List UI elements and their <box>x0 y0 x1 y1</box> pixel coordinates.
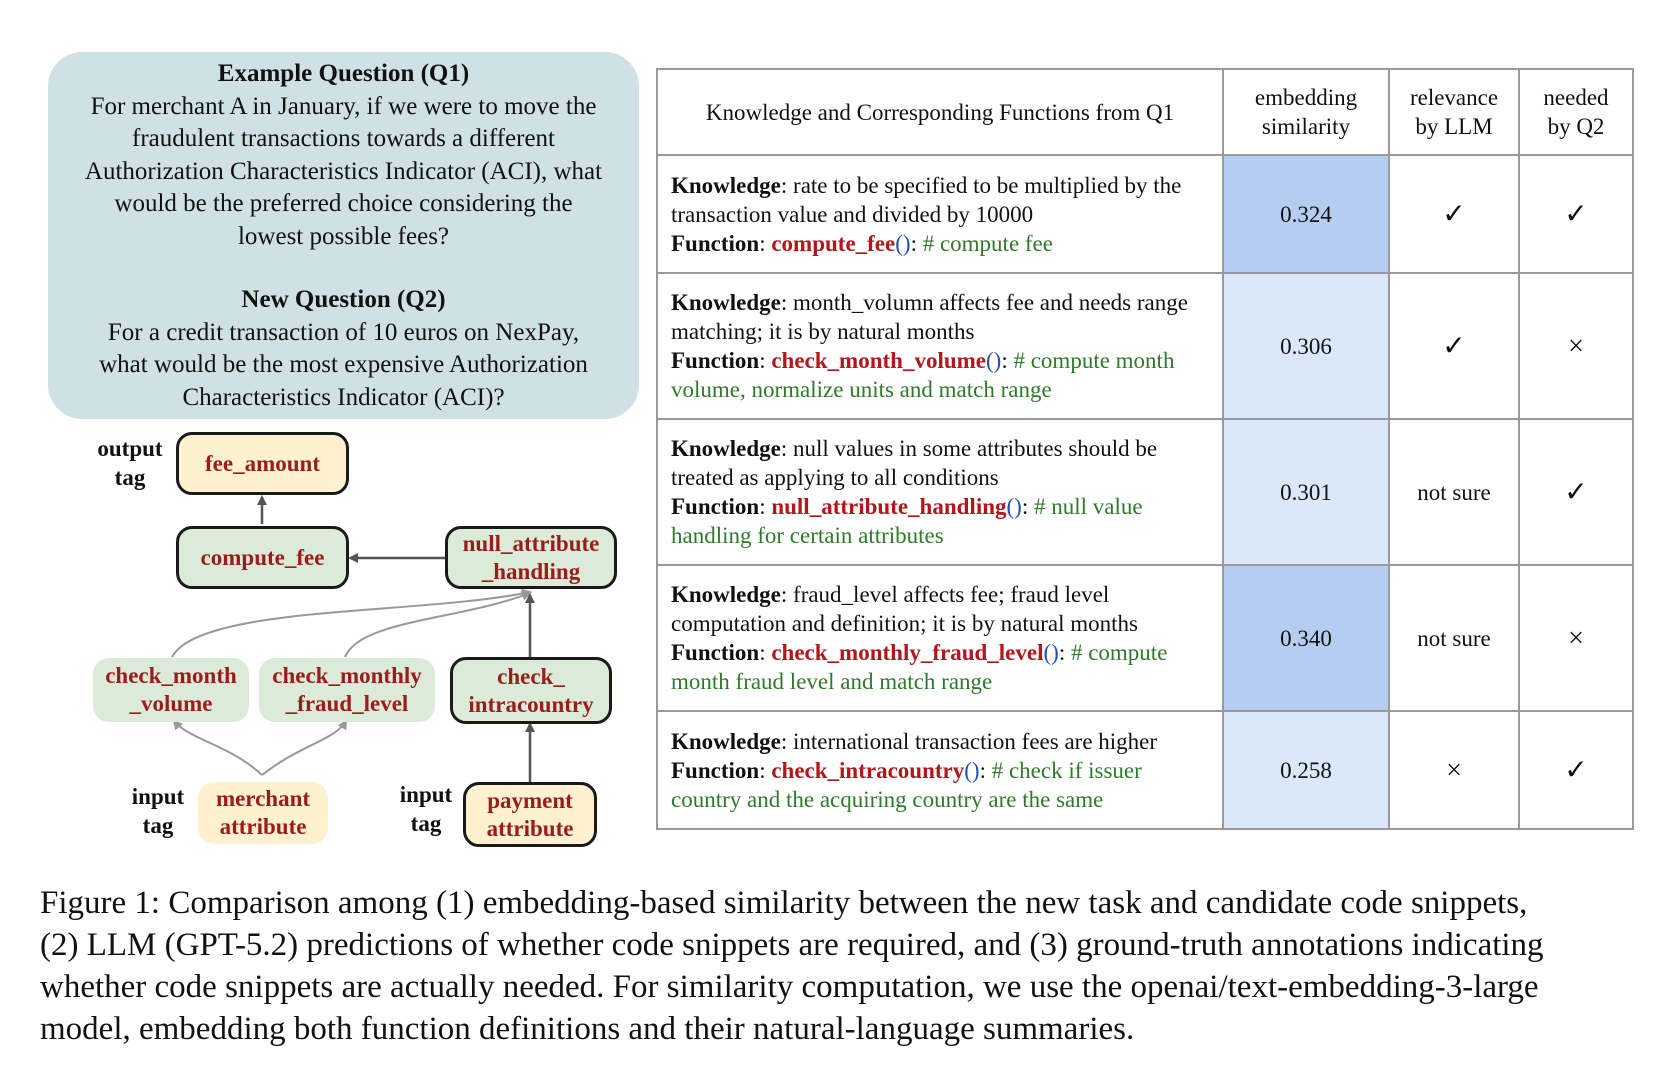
knowledge-cell <box>657 273 1223 419</box>
node-label: intracountry <box>468 691 594 717</box>
knowledge-text: fraud_level affects fee; fraud level computation and definition; it is by natural months <box>671 582 1138 636</box>
needed-cell: × <box>1519 565 1633 711</box>
node-check-monthly-fraud-level <box>259 658 435 722</box>
node-merchant-attribute <box>198 782 328 844</box>
function-comment: # compute month fraud level and match range <box>671 640 1168 694</box>
knowledge-label: Knowledge <box>671 172 781 198</box>
header-text: similarity <box>1261 114 1351 139</box>
node-check-month-volume <box>93 658 249 722</box>
question-box <box>48 52 639 419</box>
similarity-cell: 0.306 <box>1223 273 1389 419</box>
q2-line: what would be the most expensive Authorization <box>99 351 588 378</box>
q1-line: fraudulent transactions towards a different <box>132 125 555 152</box>
q1-line: would be the preferred choice considering the <box>114 190 573 217</box>
header-relevance <box>1389 69 1519 155</box>
header-knowledge: Knowledge and Corresponding Functions from Q1 <box>657 69 1223 155</box>
function-name: check_monthly_fraud_level <box>771 640 1044 665</box>
knowledge-text: international transaction fees are higher <box>793 728 1158 754</box>
knowledge-text: month_volumn affects fee and needs range matching; it is by natural months <box>671 290 1188 344</box>
node-compute-fee <box>176 526 349 589</box>
output-tag-text: output <box>97 436 163 461</box>
colon: : <box>1058 640 1071 665</box>
function-comment: # null value handling for certain attributes <box>671 494 1143 548</box>
colon: : <box>759 640 772 665</box>
header-text: relevance <box>1409 85 1499 110</box>
knowledge-label: Knowledge <box>671 728 781 754</box>
function-comment: # compute month volume, normalize units and match range <box>671 348 1175 402</box>
header-text: needed <box>1543 85 1609 110</box>
table-row <box>657 711 1633 829</box>
colon: : <box>1021 494 1034 519</box>
colon: : <box>780 728 794 754</box>
function-graph <box>0 420 650 860</box>
node-label: fee_amount <box>205 450 320 476</box>
node-label: attribute <box>486 815 574 841</box>
q1-line: Authorization Characteristics Indicator (ACI), what <box>84 157 603 185</box>
node-label: check_month <box>105 663 237 688</box>
function-comment: # compute fee <box>922 230 1053 256</box>
node-label: _volume <box>129 691 213 716</box>
function-label: Function <box>671 230 760 256</box>
colon: : <box>759 494 772 519</box>
q1-line: lowest possible fees? <box>237 222 450 250</box>
needed-cell: ✓ <box>1519 419 1633 565</box>
comparison-table <box>656 68 1634 830</box>
example-question <box>48 58 639 253</box>
table-row <box>657 273 1633 419</box>
function-name: check_intracountry <box>771 757 965 783</box>
input-tag-label <box>390 780 462 838</box>
colon: : <box>780 290 794 315</box>
q2-line: Characteristics Indicator (ACI)? <box>182 383 505 411</box>
colon: : <box>780 436 794 461</box>
header-similarity <box>1223 69 1389 155</box>
function-comment: # check if issuer country and the acquiring country are the same <box>671 757 1142 812</box>
node-label: check_monthly <box>272 663 422 688</box>
function-label: Function <box>671 348 760 373</box>
table-row <box>657 419 1633 565</box>
edge-merchant-to-volume <box>174 721 262 775</box>
node-null-attribute-handling <box>445 526 617 589</box>
function-name: check_month_volume <box>771 348 986 373</box>
header-text: by LLM <box>1415 114 1493 139</box>
caption-line: Figure 1: Comparison among (1) embedding-based similarity between the new task and candidate code snippets, <box>40 885 1528 921</box>
table-row <box>657 565 1633 711</box>
function-name: null_attribute_handling <box>771 494 1007 519</box>
knowledge-cell <box>657 155 1223 273</box>
input-tag-text: tag <box>142 813 174 838</box>
output-tag-text: tag <box>114 465 146 490</box>
paren: () <box>1043 640 1059 665</box>
input-tag-text: tag <box>410 811 442 836</box>
relevance-cell: not sure <box>1389 419 1519 565</box>
node-label: check_ <box>497 663 565 689</box>
paren: () <box>1006 494 1022 519</box>
function-name: compute_fee <box>771 230 896 256</box>
relevance-cell: ✓ <box>1389 155 1519 273</box>
paren: () <box>964 757 980 783</box>
node-label: _fraud_level <box>285 691 409 716</box>
knowledge-label: Knowledge <box>671 582 781 607</box>
knowledge-cell <box>657 565 1223 711</box>
needed-cell: ✓ <box>1519 711 1633 829</box>
header-text: by Q2 <box>1547 114 1605 139</box>
new-question <box>48 284 639 414</box>
output-tag-label <box>90 434 170 492</box>
q2-line: For a credit transaction of 10 euros on NexPay, <box>107 318 580 346</box>
node-label: null_attribute <box>462 530 600 556</box>
function-label: Function <box>671 757 760 783</box>
colon: : <box>759 348 772 373</box>
colon: : <box>1001 348 1014 373</box>
colon: : <box>979 757 992 783</box>
colon: : <box>780 582 794 607</box>
node-payment-attribute <box>463 782 597 847</box>
function-label: Function <box>671 494 760 519</box>
edge-fraud-level-to-null <box>345 593 530 657</box>
similarity-cell: 0.324 <box>1223 155 1389 273</box>
node-label: merchant <box>215 786 311 811</box>
colon: : <box>910 230 923 256</box>
knowledge-text: rate to be specified to be multiplied by the transaction value and divided by 10000 <box>671 172 1182 227</box>
header-text: embedding <box>1254 85 1358 110</box>
node-label: compute_fee <box>200 544 325 570</box>
knowledge-label: Knowledge <box>671 290 781 315</box>
needed-cell: ✓ <box>1519 155 1633 273</box>
q1-line: For merchant A in January, if we were to move the <box>90 92 597 120</box>
node-label: payment <box>487 787 573 813</box>
similarity-cell: 0.301 <box>1223 419 1389 565</box>
relevance-cell: × <box>1389 711 1519 829</box>
caption-line: model, embedding both function definitions and their natural-language summaries. <box>40 1011 1135 1047</box>
node-check-intracountry <box>450 657 612 724</box>
knowledge-text: null values in some attributes should be treated as applying to all conditions <box>671 436 1158 490</box>
similarity-cell: 0.258 <box>1223 711 1389 829</box>
q1-title: Example Question (Q1) <box>217 60 470 87</box>
figure-caption <box>40 882 1650 1050</box>
caption-line: (2) LLM (GPT-5.2) predictions of whether code snippets are required, and (3) ground-truth annotations indicating <box>40 927 1544 963</box>
node-fee-amount <box>176 432 349 495</box>
knowledge-cell <box>657 419 1223 565</box>
needed-cell: × <box>1519 273 1633 419</box>
table <box>656 68 1634 830</box>
function-label: Function <box>671 640 760 665</box>
header-needed <box>1519 69 1633 155</box>
colon: : <box>759 230 772 256</box>
input-tag-label <box>122 782 194 840</box>
caption-line: whether code snippets are actually needed. For similarity computation, we use the openai/text-embedding-3-large <box>40 969 1539 1005</box>
table-row <box>657 155 1633 273</box>
paren: () <box>986 348 1002 373</box>
knowledge-label: Knowledge <box>671 436 781 461</box>
paren: () <box>895 230 911 256</box>
edge-merchant-to-fraud <box>262 721 346 775</box>
node-label: _handling <box>481 558 581 584</box>
input-tag-text: input <box>131 784 185 809</box>
table-header-row <box>657 69 1633 155</box>
colon: : <box>759 757 772 783</box>
relevance-cell: ✓ <box>1389 273 1519 419</box>
similarity-cell: 0.340 <box>1223 565 1389 711</box>
q2-title: New Question (Q2) <box>241 286 446 313</box>
input-tag-text: input <box>399 782 453 807</box>
colon: : <box>780 172 794 198</box>
knowledge-cell <box>657 711 1223 829</box>
node-label: attribute <box>219 814 307 839</box>
relevance-cell: not sure <box>1389 565 1519 711</box>
